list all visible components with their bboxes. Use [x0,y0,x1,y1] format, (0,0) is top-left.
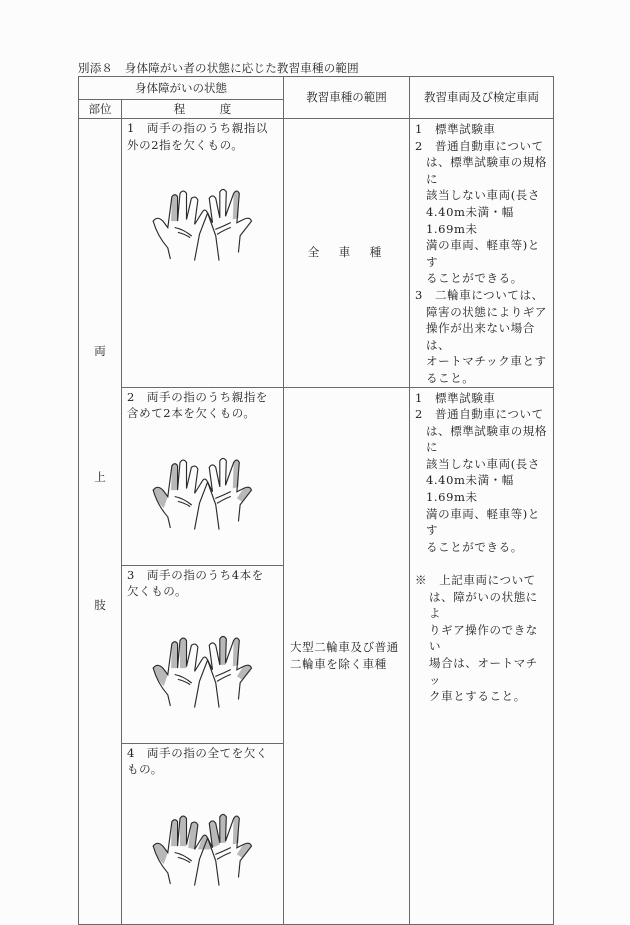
degree-text-1: 1 両手の指のうち親指以 外の2指を欠くもの。 [127,121,269,152]
degree-cell-2 [122,387,284,565]
header-vehicles: 教習車両及び検定車両 [410,77,554,119]
hands-illustration-3 [141,614,271,719]
header-part: 部位 [79,100,122,119]
degree-text-2: 2 両手の指のうち親指を 含めて2本を欠くもの。 [127,389,269,421]
part-label-3: 肢 [94,598,106,612]
degree-cell-4 [122,743,284,924]
vehicle-range-excluding-motorcycles: 大型二輪車及び普通 二輪車を除く車種 [284,387,410,924]
hands-illustration-4 [141,792,271,897]
degree-cell-1 [122,119,284,388]
document-caption: 別添８ 身体障がい者の状態に応じた教習車種の範囲 [78,61,359,75]
header-degree: 程 度 [122,100,284,119]
vehicle-range-all: 全 車 種 [284,119,410,388]
degree-text-4: 4 両手の指の全てを欠く もの。 [127,745,269,777]
hands-illustration-1 [141,167,271,272]
vehicles-cell-1: 1 標準試験車 2 普通自動車について は、標準試験車の規格に 該当しない車両(長さ 4.40m未満・幅1.69m未 満の車両、軽車等)とす ることができる。 3 二輪車については、 障害の状態によりギア 操作が出来ない場合は、 オートマチック車とす ること。 [410,119,554,388]
header-vehicle-range: 教習車種の範囲 [284,77,410,119]
part-label-2: 上 [94,470,106,484]
part-cell [79,119,122,925]
vehicles-cell-2: 1 標準試験車 2 普通自動車について は、標準試験車の規格に 該当しない車両(長さ 4.40m未満・幅1.69m未 満の車両、軽車等)とす ることができる。 ※ 上記車両について は、障がいの状態によ りギア操作のできない 場合は、オートマチッ ク車とすること。 [410,387,554,924]
part-label-1: 両 [94,344,106,358]
hands-illustration-2 [141,436,271,541]
degree-text-3: 3 両手の指のうち4本を 欠くもの。 [127,567,264,599]
vehicle-range-table [78,76,554,925]
degree-cell-3 [122,565,284,743]
header-disability-state: 身体障がいの状態 [79,77,284,100]
